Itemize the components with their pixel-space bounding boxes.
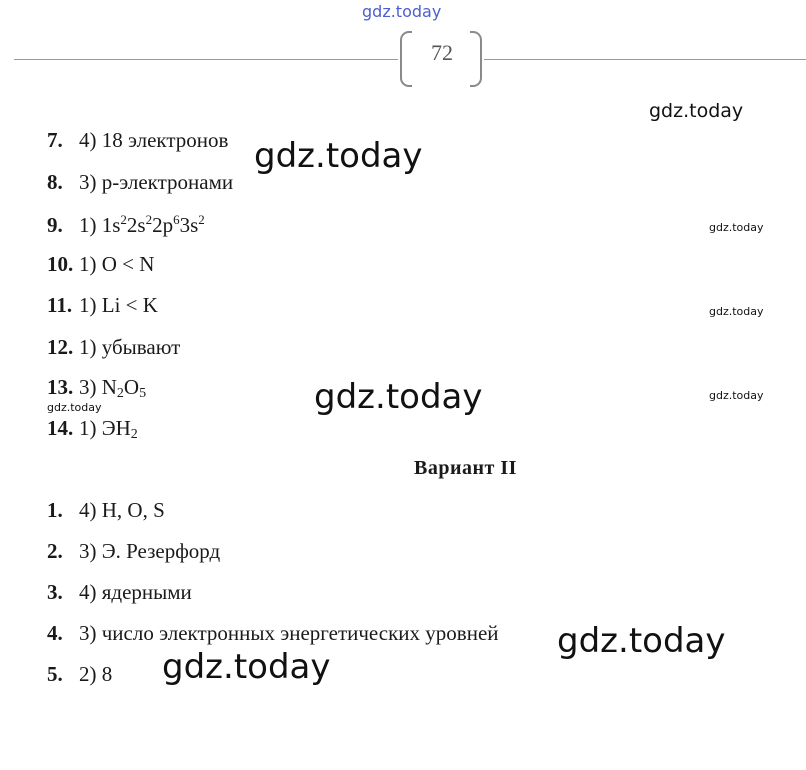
answer-item xyxy=(47,541,220,562)
answer-number: 12. xyxy=(47,335,74,359)
answer-text: 1) $1s^22s^22p^63s^2$ xyxy=(79,212,205,237)
header-rule-left xyxy=(14,59,398,60)
watermark: gdz.today xyxy=(649,100,744,122)
answer-text: 1) $ЭН_2$ xyxy=(79,416,138,442)
answer-text: 4) H, O, S xyxy=(79,498,165,522)
answer-item xyxy=(47,130,228,151)
answer-number: 8. xyxy=(47,170,63,194)
watermark: gdz.today xyxy=(254,136,423,176)
answer-text: 4) 18 электронов xyxy=(79,128,229,152)
answer-number: 11. xyxy=(47,293,73,317)
answer-item xyxy=(47,337,180,358)
answer-text: 3) р-электронами xyxy=(79,170,234,194)
variant-heading: Вариант II xyxy=(414,457,517,479)
answer-text: 3) $N_2O_5$ xyxy=(79,375,147,401)
answer-number: 9. xyxy=(47,213,63,237)
answer-number: 13. xyxy=(47,375,74,399)
page-number-bracket-right xyxy=(470,31,482,87)
watermark: gdz.today xyxy=(47,401,102,414)
header-rule-right xyxy=(484,59,806,60)
answer-item xyxy=(47,213,205,236)
answer-item xyxy=(47,500,165,521)
watermark: gdz.today xyxy=(557,621,726,661)
page-number: 72 xyxy=(431,40,453,65)
answer-item xyxy=(47,295,158,316)
answer-number: 4. xyxy=(47,621,63,645)
answer-text: 3) число электронных энергетических уровней xyxy=(79,621,499,645)
watermark: gdz.today xyxy=(709,221,764,234)
watermark: gdz.today xyxy=(709,389,764,402)
answer-item xyxy=(47,623,499,644)
answer-text: 1) O < N xyxy=(79,252,155,276)
answer-item xyxy=(47,418,138,442)
answer-number: 3. xyxy=(47,580,63,604)
answer-number: 7. xyxy=(47,128,63,152)
answer-number: 10. xyxy=(47,252,74,276)
answer-item xyxy=(47,664,112,685)
answer-number: 5. xyxy=(47,662,63,686)
answer-item xyxy=(47,582,192,603)
watermark: gdz.today xyxy=(314,377,483,417)
answer-text: 2) 8 xyxy=(79,662,113,686)
answer-number: 1. xyxy=(47,498,63,522)
answer-number: 14. xyxy=(47,416,74,440)
answer-text: 1) убывают xyxy=(79,335,181,359)
watermark-top: gdz.today xyxy=(362,2,442,21)
answer-text: 4) ядерными xyxy=(79,580,192,604)
answer-text: 1) Li < K xyxy=(79,293,158,317)
answer-item xyxy=(47,254,154,275)
watermark: gdz.today xyxy=(709,305,764,318)
watermark: gdz.today xyxy=(162,647,331,687)
page-number-bracket-left xyxy=(400,31,412,87)
answer-number: 2. xyxy=(47,539,63,563)
answer-item xyxy=(47,377,146,401)
answer-item xyxy=(47,172,233,193)
answer-text: 3) Э. Резерфорд xyxy=(79,539,221,563)
